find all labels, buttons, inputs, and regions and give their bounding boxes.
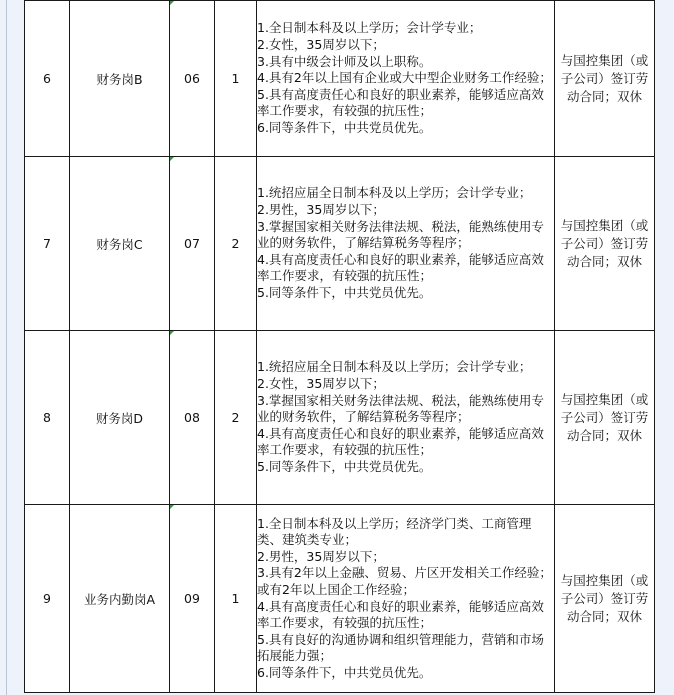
- headcount: 1: [215, 505, 257, 693]
- row-number: 9: [25, 505, 70, 693]
- requirements-cell: [257, 505, 555, 693]
- position-name: 业务内勤岗A: [70, 505, 170, 693]
- cell-note-marker: [170, 157, 174, 161]
- requirement-line: 6.同等条件下，中共党员优先。: [257, 664, 432, 680]
- headcount: 2: [215, 331, 257, 505]
- requirements-cell: [257, 331, 555, 505]
- position-name: 财务岗D: [70, 331, 170, 505]
- requirement-line: 3.掌握国家相关财务法律法规、税法，能熟练使用专业的财务软件，了解结算税务等程序；: [257, 218, 544, 251]
- cell-note-marker: [170, 1, 174, 5]
- requirement-line: 4.具有高度责任心和良好的职业素养，能够适应高效率工作要求，有较强的抗压性；: [257, 598, 544, 631]
- table-row: [25, 331, 655, 505]
- requirement-line: 5.同等条件下，中共党员优先。: [257, 284, 432, 300]
- sheet-left-edge: [6, 0, 7, 695]
- row-number: 6: [25, 1, 70, 157]
- requirement-line: 4.具有高度责任心和良好的职业素养，能够适应高效率工作要求，有较强的抗压性；: [257, 251, 544, 284]
- headcount: 2: [215, 157, 257, 331]
- requirement-line: 1.全日制本科及以上学历；经济学门类、工商管理类、建筑类专业；: [257, 515, 532, 548]
- requirement-line: 2.女性，35周岁以下；: [257, 37, 385, 53]
- employment-form: 与国控集团（或子公司）签订劳动合同；双休: [555, 331, 655, 505]
- requirement-line: 3.具有中级会计师及以上职称。: [257, 53, 432, 69]
- requirement-line: 2.男性，35周岁以下；: [257, 548, 385, 564]
- requirement-line: 1.统招应届全日制本科及以上学历；会计学专业；: [257, 185, 532, 201]
- requirement-line: 3.具有2年以上金融、贸易、片区开发相关工作经验；或有2年以上国企工作经验；: [257, 565, 552, 597]
- requirement-line: 5.具有高度责任心和良好的职业素养，能够适应高效率工作要求，有较强的抗压性；: [257, 86, 544, 119]
- requirement-line: 4.具有2年以上国有企业或大中型企业财务工作经验；: [257, 70, 552, 86]
- requirement-line: 2.女性，35周岁以下；: [257, 376, 385, 392]
- requirement-line: 6.同等条件下，中共党员优先。: [257, 119, 432, 135]
- cell-note-marker: [170, 331, 174, 335]
- employment-form: 与国控集团（或子公司）签订劳动合同；双休: [555, 1, 655, 157]
- requirement-line: 4.具有高度责任心和良好的职业素养，能够适应高效率工作要求，有较强的抗压性；: [257, 425, 544, 458]
- table-row: [25, 157, 655, 331]
- row-number: 8: [25, 331, 70, 505]
- position-code: 08: [170, 331, 215, 505]
- position-name: 财务岗C: [70, 157, 170, 331]
- position-code: 07: [170, 157, 215, 331]
- requirement-line: 5.具有良好的沟通协调和组织管理能力，营销和市场拓展能力强；: [257, 631, 544, 664]
- position-name: 财务岗B: [70, 1, 170, 157]
- employment-form: 与国控集团（或子公司）签订劳动合同；双休: [555, 505, 655, 693]
- table-row: [25, 505, 655, 693]
- employment-form: 与国控集团（或子公司）签订劳动合同；双休: [555, 157, 655, 331]
- requirement-line: 5.同等条件下，中共党员优先。: [257, 458, 432, 474]
- requirement-line: 3.掌握国家相关财务法律法规、税法，能熟练使用专业的财务软件，了解结算税务等程序；: [257, 392, 544, 425]
- requirements-cell: [257, 1, 555, 157]
- table-row: [25, 1, 655, 157]
- cell-note-marker: [170, 505, 174, 509]
- position-code: 09: [170, 505, 215, 693]
- row-number: 7: [25, 157, 70, 331]
- job-positions-table: [24, 0, 655, 693]
- requirements-cell: [257, 157, 555, 331]
- requirement-line: 2.男性，35周岁以下；: [257, 202, 385, 218]
- requirement-line: 1.全日制本科及以上学历；会计学专业；: [257, 20, 482, 36]
- position-code: 06: [170, 1, 215, 157]
- headcount: 1: [215, 1, 257, 157]
- requirement-line: 1.统招应届全日制本科及以上学历；会计学专业；: [257, 359, 532, 375]
